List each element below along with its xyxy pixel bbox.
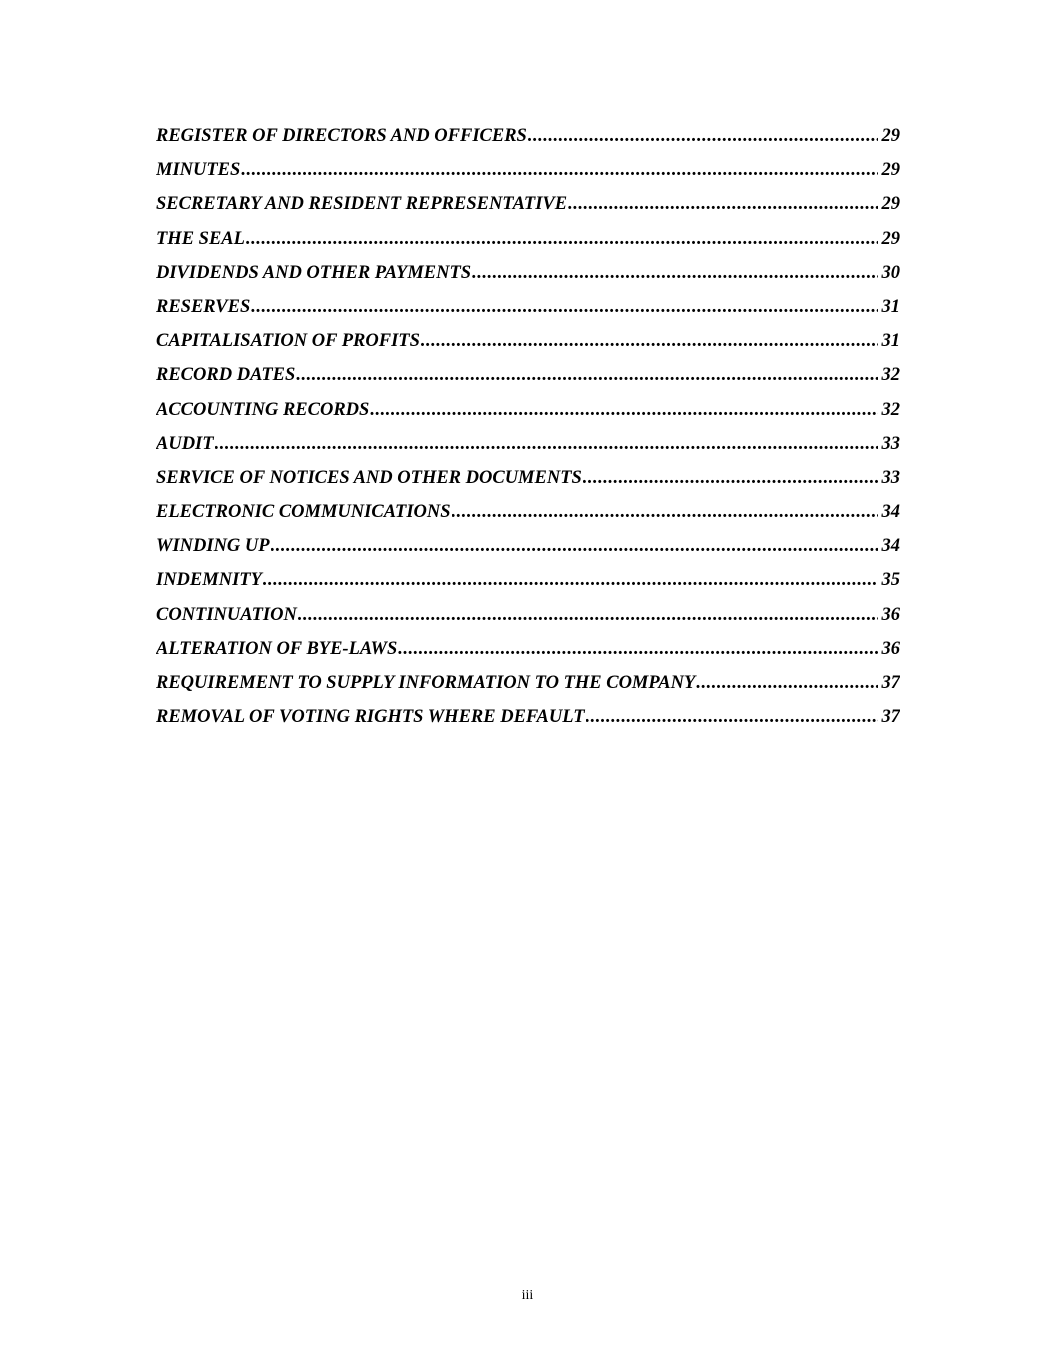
toc-entry-title: INDEMNITY <box>156 570 262 591</box>
toc-entry-title: RESERVES <box>156 296 251 317</box>
toc-entry-page: 37 <box>881 707 900 728</box>
table-of-contents <box>156 124 900 739</box>
toc-entry[interactable] <box>156 603 900 637</box>
toc-entry-title: CONTINUATION <box>156 604 297 625</box>
toc-entry-page: 29 <box>881 126 900 146</box>
toc-entry[interactable] <box>156 500 900 534</box>
dot-leader <box>215 432 878 456</box>
toc-entry-title: ELECTRONIC COMMUNICATIONS <box>156 502 451 523</box>
toc-entry[interactable] <box>156 466 900 500</box>
dot-leader <box>398 637 877 661</box>
dot-leader <box>296 363 877 387</box>
page-number: iii <box>521 1288 534 1303</box>
toc-entry-title: MINUTES <box>156 160 241 181</box>
toc-entry[interactable] <box>156 705 900 739</box>
dot-leader <box>568 192 877 216</box>
toc-entry-title: AUDIT <box>156 433 214 454</box>
dot-leader <box>370 398 877 422</box>
dot-leader <box>528 124 878 148</box>
toc-entry-page: 32 <box>881 365 900 386</box>
dot-leader <box>271 534 878 558</box>
toc-entry-page: 29 <box>881 228 900 249</box>
dot-leader <box>452 500 878 524</box>
toc-entry-title: RECORD DATES <box>156 365 296 386</box>
dot-leader <box>263 568 878 592</box>
toc-entry[interactable] <box>156 329 900 363</box>
toc-entry[interactable] <box>156 398 900 432</box>
toc-entry-page: 30 <box>881 262 900 283</box>
toc-entry[interactable] <box>156 534 900 568</box>
dot-leader <box>421 329 878 353</box>
toc-entry-page: 34 <box>881 502 900 523</box>
toc-entry-page: 29 <box>881 194 900 215</box>
toc-entry-title: SERVICE OF NOTICES AND OTHER DOCUMENTS <box>156 467 582 488</box>
toc-entry-title: SECRETARY AND RESIDENT REPRESENTATIVE <box>156 194 568 215</box>
toc-entry[interactable] <box>156 432 900 466</box>
toc-entry[interactable] <box>156 227 900 261</box>
toc-entry-title: CAPITALISATION OF PROFITS <box>156 331 420 352</box>
dot-leader <box>251 295 877 319</box>
toc-entry[interactable] <box>156 158 900 192</box>
dot-leader <box>696 671 877 695</box>
toc-entry[interactable] <box>156 363 900 397</box>
dot-leader <box>583 466 878 490</box>
toc-entry[interactable] <box>156 671 900 705</box>
dot-leader <box>472 261 877 285</box>
toc-entry-title: THE SEAL <box>156 228 245 249</box>
toc-entry-page: 35 <box>881 570 900 591</box>
toc-entry-page: 36 <box>881 604 900 625</box>
dot-leader <box>586 705 878 729</box>
toc-entry-title: DIVIDENDS AND OTHER PAYMENTS <box>156 262 472 283</box>
toc-entry-page: 32 <box>881 399 900 420</box>
toc-entry-page: 31 <box>881 296 900 317</box>
toc-entry[interactable] <box>156 261 900 295</box>
toc-entry-page: 29 <box>881 160 900 181</box>
toc-entry[interactable] <box>156 295 900 329</box>
toc-entry-title: REQUIREMENT TO SUPPLY INFORMATION TO THE COMPANY <box>156 673 696 693</box>
toc-entry-title: WINDING UP <box>156 536 270 557</box>
toc-entry-title: ACCOUNTING RECORDS <box>156 399 370 420</box>
toc-entry-page: 33 <box>881 433 900 454</box>
toc-entry-page: 34 <box>881 536 900 557</box>
toc-entry-title: REMOVAL OF VOTING RIGHTS WHERE DEFAULT <box>156 707 585 728</box>
toc-entry-page: 31 <box>881 331 900 352</box>
dot-leader <box>298 603 878 627</box>
dot-leader <box>246 227 878 251</box>
toc-entry-title: REGISTER OF DIRECTORS AND OFFICERS <box>156 126 527 146</box>
toc-entry-page: 37 <box>881 673 900 693</box>
toc-entry-page: 33 <box>881 467 900 488</box>
toc-entry[interactable] <box>156 637 900 671</box>
toc-entry-title: ALTERATION OF BYE-LAWS <box>156 638 398 659</box>
toc-entry[interactable] <box>156 124 900 158</box>
toc-entry[interactable] <box>156 568 900 602</box>
toc-entry-page: 36 <box>881 638 900 659</box>
toc-entry[interactable] <box>156 192 900 226</box>
dot-leader <box>241 158 877 182</box>
